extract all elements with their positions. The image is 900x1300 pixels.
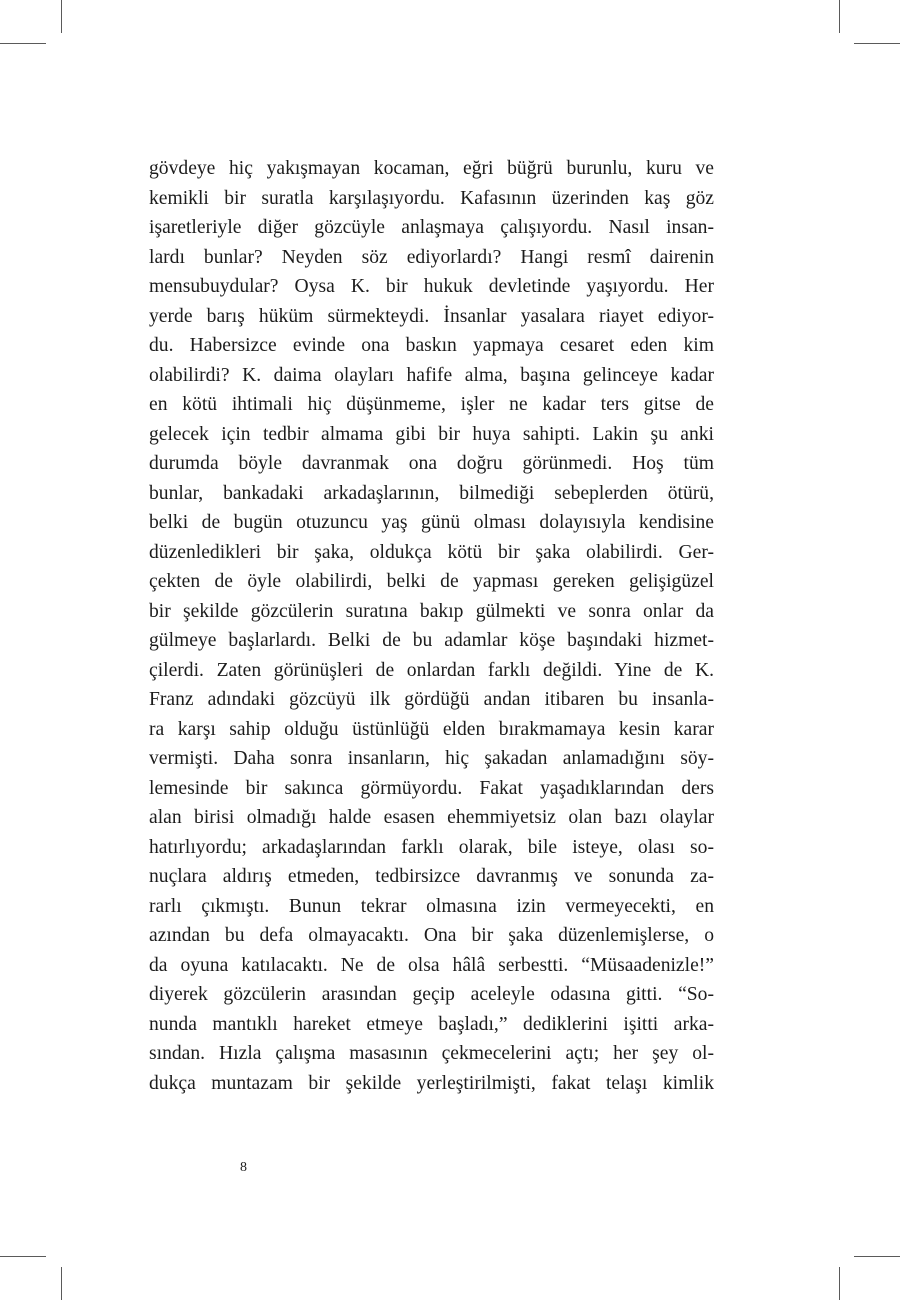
text-line: nunda mantıklı hareket etmeye başladı,” dediklerini işitti arka- — [149, 1013, 714, 1035]
text-line: alan birisi olmadığı halde esasen ehemmiyetsiz olan bazı olaylar — [149, 807, 714, 828]
text-line: en kötü ihtimali hiç düşünmeme, işler ne kadar ters gitse de — [149, 394, 714, 415]
text-line: mensubuydular? Oysa K. bir hukuk devletinde yaşıyordu. Her — [149, 276, 714, 297]
text-line: lardı bunlar? Neyden söz ediyorlardı? Hangi resmî dairenin — [149, 246, 714, 268]
text-line: hatırlıyordu; arkadaşlarından farklı olarak, bile isteye, olası so- — [149, 836, 714, 858]
text-line: da oyuna katılacaktı. Ne de olsa hâlâ serbestti. “Müsaadenizle!” — [149, 954, 714, 976]
text-line: kemikli bir suratla karşılaşıyordu. Kafasının üzerinden kaş göz — [149, 187, 714, 209]
crop-mark-top-left-horizontal — [0, 43, 46, 44]
text-line: çekten de öyle olabilirdi, belki de yapması gereken gelişigüzel — [149, 571, 714, 592]
text-line: nuçlara aldırış etmeden, tedbirsizce davranmış ve sonunda za- — [149, 866, 714, 887]
text-line: olabilirdi? K. daima olayları hafife alma, başına gelinceye kadar — [149, 364, 714, 386]
text-line: bunlar, bankadaki arkadaşlarının, bilmediği sebeplerden ötürü, — [149, 482, 714, 504]
text-line: çilerdi. Zaten görünüşleri de onlardan farklı değildi. Yine de K. — [149, 659, 714, 681]
text-line: dukça muntazam bir şekilde yerleştirilmişti, fakat telaşı kimlik — [149, 1072, 714, 1094]
text-line: gövdeye hiç yakışmayan kocaman, eğri büğrü burunlu, kuru ve — [149, 158, 714, 179]
text-line: yerde barış hüküm sürmekteydi. İnsanlar yasalara riayet ediyor- — [149, 305, 714, 327]
page-number: 8 — [240, 1160, 247, 1175]
text-line: işaretleriyle diğer gözcüyle anlaşmaya çalışıyordu. Nasıl insan- — [149, 217, 714, 238]
text-line: du. Habersizce evinde ona baskın yapmaya cesaret eden kim — [149, 335, 714, 356]
text-line: lemesinde bir sakınca görmüyordu. Fakat yaşadıklarından ders — [149, 777, 714, 799]
text-line: düzenledikleri bir şaka, oldukça kötü bir şaka olabilirdi. Ger- — [149, 541, 714, 563]
body-text — [149, 154, 714, 1098]
text-line: Franz adındaki gözcüyü ilk gördüğü andan itibaren bu insanla- — [149, 689, 714, 710]
text-line: ra karşı sahip olduğu üstünlüğü elden bırakmamaya kesin karar — [149, 718, 714, 740]
crop-mark-bottom-right-horizontal — [854, 1256, 900, 1257]
crop-mark-bottom-left-vertical — [61, 1267, 62, 1300]
text-line: belki de bugün otuzuncu yaş günü olması dolayısıyla kendisine — [149, 512, 714, 533]
text-line: rarlı çıkmıştı. Bunun tekrar olmasına izin vermeyecekti, en — [149, 895, 714, 917]
crop-mark-bottom-right-vertical — [839, 1267, 840, 1300]
crop-mark-top-left-vertical — [61, 0, 62, 33]
text-line: azından bu defa olmayacaktı. Ona bir şaka düzenlemişlerse, o — [149, 925, 714, 946]
text-line: vermişti. Daha sonra insanların, hiç şakadan anlamadığını söy- — [149, 748, 714, 769]
text-line: durumda böyle davranmak ona doğru görünmedi. Hoş tüm — [149, 453, 714, 474]
crop-mark-top-right-vertical — [839, 0, 840, 33]
text-line: gülmeye başlarlardı. Belki de bu adamlar köşe başındaki hizmet- — [149, 630, 714, 651]
text-line: bir şekilde gözcülerin suratına bakıp gülmekti ve sonra onlar da — [149, 600, 714, 622]
text-line: sından. Hızla çalışma masasının çekmecelerini açtı; her şey ol- — [149, 1043, 714, 1064]
text-line: gelecek için tedbir almama gibi bir huya sahipti. Lakin şu anki — [149, 423, 714, 445]
text-line: diyerek gözcülerin arasından geçip aceleyle odasına gitti. “So- — [149, 984, 714, 1005]
crop-mark-bottom-left-horizontal — [0, 1256, 46, 1257]
crop-mark-top-right-horizontal — [854, 43, 900, 44]
